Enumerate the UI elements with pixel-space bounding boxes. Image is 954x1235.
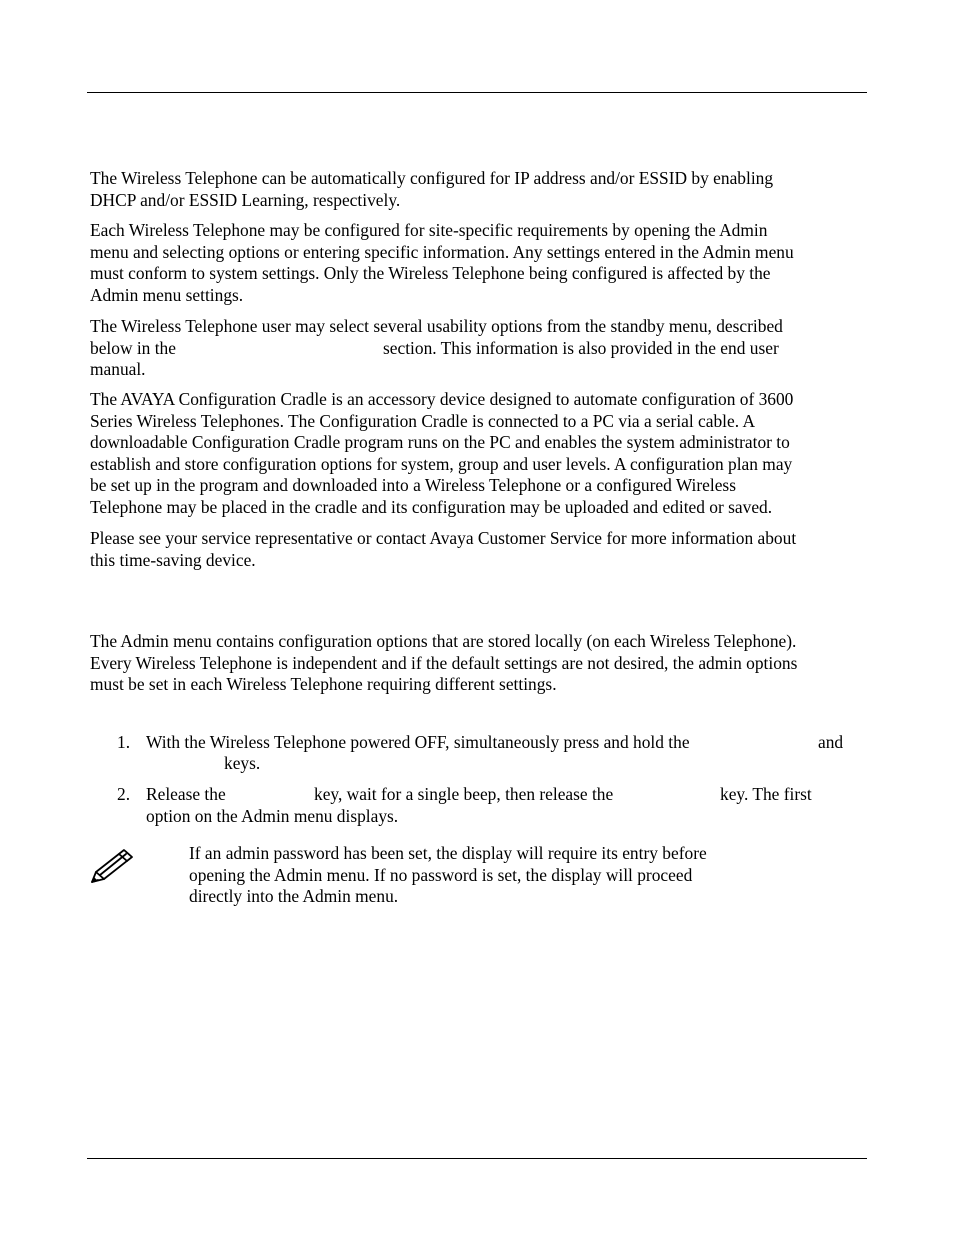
text-line: and [818, 732, 844, 752]
header-rule [87, 92, 867, 93]
pencil-icon [88, 846, 136, 886]
intro-paragraph-4 [90, 389, 870, 519]
text-line: Admin menu settings. [90, 284, 244, 305]
text-line: must conform to system settings. Only the Wireless Telephone being configured is affected by the [90, 263, 771, 284]
text-line: be set up in the program and downloaded into a Wireless Telephone or a configured Wireless [90, 475, 736, 496]
text-line: section. This information is also provided in the end user [383, 338, 779, 358]
text-line: establish and store configuration options for system, group and user levels. A configuration plan may [90, 453, 793, 474]
text-line: Every Wireless Telephone is independent and if the default settings are not desired, the admin options [90, 652, 798, 673]
footer-rule [87, 1158, 867, 1159]
text-line: The Wireless Telephone can be automatically configured for IP address and/or ESSID by enabling [90, 168, 774, 188]
text-line: Please see your service representative or contact Avaya Customer Service for more information about [90, 528, 797, 548]
text-line: option on the Admin menu displays. [146, 806, 399, 826]
text-line: Each Wireless Telephone may be configured for site-specific requirements by opening the Admin [90, 220, 768, 240]
text-line: key. The first [720, 784, 812, 804]
intro-paragraph-5 [90, 528, 870, 571]
text-line: manual. [90, 359, 146, 379]
text-line: menu and selecting options or entering specific information. Any settings entered in the Admin menu [90, 241, 794, 262]
step-number: 1. [117, 732, 131, 752]
text-line: below in the [90, 338, 176, 358]
text-line: The AVAYA Configuration Cradle is an accessory device designed to automate configuration of 3600 [90, 389, 794, 409]
text-line: The Wireless Telephone user may select several usability options from the standby menu, described [90, 316, 783, 336]
text-line: downloadable Configuration Cradle program runs on the PC and enables the system administrator to [90, 432, 790, 453]
text-line: DHCP and/or ESSID Learning, respectively. [90, 189, 401, 210]
note-text [189, 843, 707, 908]
text-line: directly into the Admin menu. [189, 886, 399, 907]
admin-paragraph [90, 631, 870, 696]
step-number: 2. [117, 784, 131, 804]
text-line: keys. [224, 753, 261, 773]
text-line: Release the [146, 784, 226, 804]
intro-paragraph-2 [90, 220, 870, 306]
text-line: Telephone may be placed in the cradle and its configuration may be uploaded and edited or saved. [90, 496, 773, 517]
text-line: opening the Admin menu. If no password is set, the display will proceed [189, 864, 693, 885]
text-line: must be set in each Wireless Telephone requiring different settings. [90, 674, 557, 695]
text-line: this time-saving device. [90, 549, 256, 570]
text-line: If an admin password has been set, the display will require its entry before [189, 843, 707, 863]
text-line: The Admin menu contains configuration options that are stored locally (on each Wireless Telephone). [90, 631, 797, 651]
intro-paragraph-1 [90, 168, 870, 211]
text-line: key, wait for a single beep, then release the [314, 784, 614, 804]
text-line: With the Wireless Telephone powered OFF, simultaneously press and hold the [146, 732, 690, 752]
text-line: Series Wireless Telephones. The Configuration Cradle is connected to a PC via a serial cable. A [90, 410, 756, 431]
